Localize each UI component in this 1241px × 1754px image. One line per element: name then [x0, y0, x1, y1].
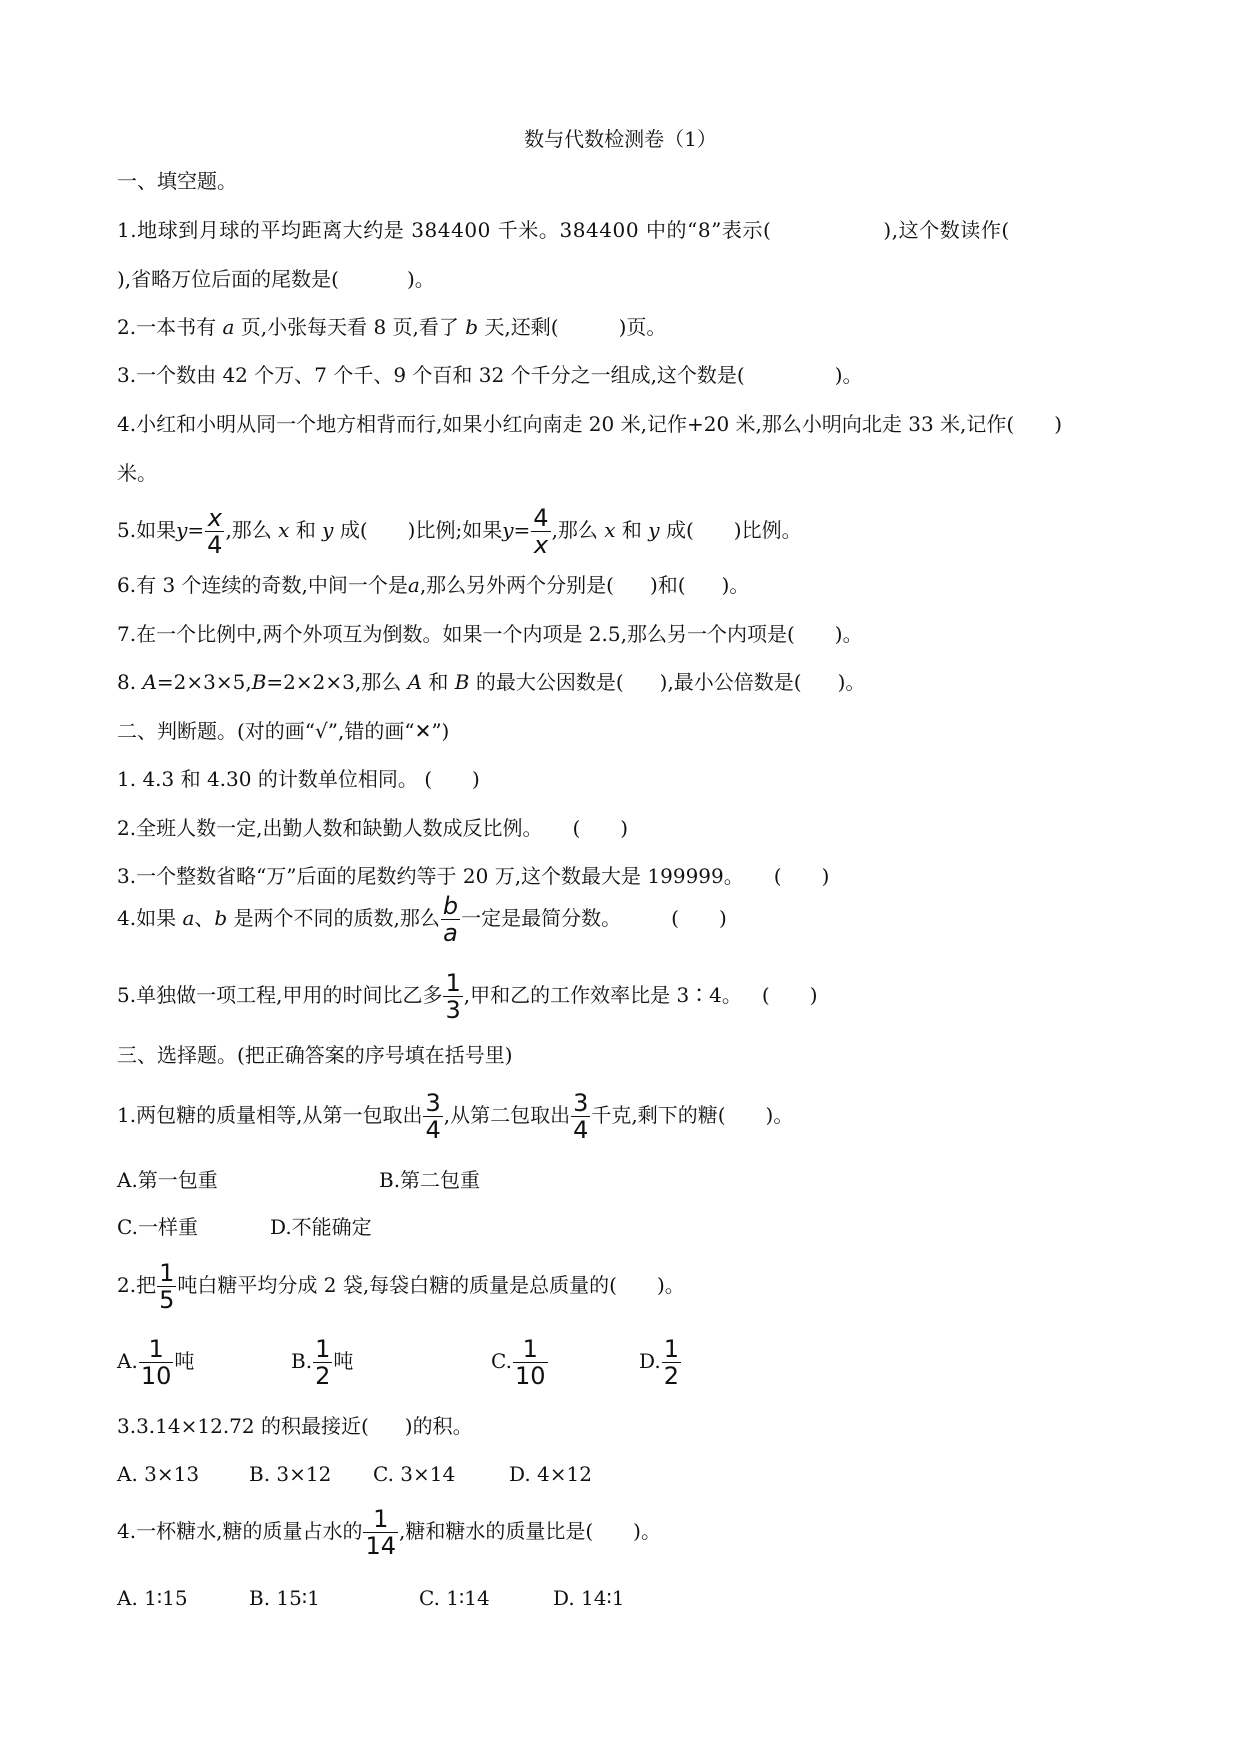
- s1-q1-line2: ),省略万位后面的尾数是( )。: [117, 267, 435, 291]
- s1-q4-line1: 4.小红和小明从同一个地方相背而行,如果小红向南走 20 米,记作+20 米,那么小明向北走 33 米,记作( ): [117, 412, 1063, 436]
- s3-q4-option-b: B. 15∶1: [249, 1586, 320, 1610]
- fraction-3-over-4: $\frac{3}{4}$: [573, 1089, 589, 1144]
- section3-heading: 三、选择题。(把正确答案的序号填在括号里): [117, 1043, 513, 1067]
- s3-q1: 1.两包糖的质量相等,从第一包取出 $\frac{3}{4}$ ,从第二包取出 $\frac{3}{4}$ 千克,剩下的糖( )。: [117, 1089, 794, 1144]
- fraction-4-over-x: $\frac{4}{x}$: [533, 504, 549, 559]
- fraction-1-over-3: $\frac{1}{3}$: [445, 969, 461, 1024]
- s2-q5: 5.单独做一项工程,甲用的时间比乙多 $\frac{1}{3}$ ,甲和乙的工作效率比是 3∶4。 ( ): [117, 969, 818, 1024]
- s3-q4: 4.一杯糖水,糖的质量占水的 $\frac{1}{14}$ ,糖和糖水的质量比是( )。: [117, 1505, 661, 1560]
- s3-q1-option-a: A.第一包重: [117, 1168, 218, 1192]
- s3-q1-option-c: C.一样重: [117, 1215, 198, 1239]
- s1-q4-line2: 米。: [117, 461, 157, 485]
- s3-q1-option-b: B.第二包重: [379, 1168, 481, 1192]
- s3-q2-option-d: D. $\frac{1}{2}$: [639, 1335, 679, 1390]
- fraction-1-over-5: $\frac{1}{5}$: [159, 1259, 175, 1314]
- section2-heading: 二、判断题。(对的画“√”,错的画“✕”): [117, 719, 450, 743]
- s2-q1: 1. 4.3 和 4.30 的计数单位相同。 ( ): [117, 767, 480, 791]
- s2-q4: 4.如果 a、b 是两个不同的质数,那么 $\frac{b}{a}$ 一定是最简分数。 ( ): [117, 892, 727, 947]
- section1-heading: 一、填空题。: [117, 169, 237, 193]
- s3-q3-option-c: C. 3×14: [373, 1462, 456, 1486]
- fraction-x-over-4: $\frac{x}{4}$: [207, 504, 223, 559]
- s3-q3-option-d: D. 4×12: [509, 1462, 592, 1486]
- s1-q7: 7.在一个比例中,两个外项互为倒数。如果一个内项是 2.5,那么另一个内项是( )。: [117, 622, 863, 646]
- s3-q4-option-a: A. 1∶15: [117, 1586, 188, 1610]
- s3-q2-option-c: C. $\frac{1}{10}$: [491, 1335, 546, 1390]
- s3-q3-option-a: A. 3×13: [117, 1462, 200, 1486]
- page-title: 数与代数检测卷（1）: [524, 127, 717, 151]
- fraction-3-over-4: $\frac{3}{4}$: [425, 1089, 441, 1144]
- s1-q8: 8. A=2×3×5,B=2×2×3,那么 A 和 B 的最大公因数是( ),最小公倍数是( )。: [117, 670, 866, 694]
- s3-q3: 3.3.14×12.72 的积最接近( )的积。: [117, 1414, 473, 1438]
- s2-q3: 3.一个整数省略“万”后面的尾数约等于 20 万,这个数最大是 199999。 ( ): [117, 864, 830, 888]
- s3-q2: 2.把 $\frac{1}{5}$ 吨白糖平均分成 2 袋,每袋白糖的质量是总质量的( )。: [117, 1259, 685, 1314]
- s3-q1-option-d: D.不能确定: [270, 1215, 372, 1239]
- s2-q2: 2.全班人数一定,出勤人数和缺勤人数成反比例。 ( ): [117, 816, 629, 840]
- s3-q2-option-b: B. $\frac{1}{2}$ 吨: [291, 1335, 354, 1390]
- s1-q3: 3.一个数由 42 个万、7 个千、9 个百和 32 个千分之一组成,这个数是( )。: [117, 363, 863, 387]
- s3-q4-option-c: C. 1∶14: [419, 1586, 490, 1610]
- s3-q2-option-a: A. $\frac{1}{10}$ 吨: [117, 1335, 195, 1390]
- s3-q4-option-d: D. 14∶1: [553, 1586, 625, 1610]
- s1-q5: 5.如果y= $\frac{x}{4}$ ,那么 x 和 y 成( )比例;如果y= $\frac{4}{x}$ ,那么 x 和 y 成( )比例。: [117, 504, 802, 559]
- s1-q2: 2.一本书有 a 页,小张每天看 8 页,看了 b 天,还剩( )页。: [117, 315, 667, 339]
- fraction-b-over-a: $\frac{b}{a}$: [442, 892, 459, 947]
- s1-q6: 6.有 3 个连续的奇数,中间一个是a,那么另外两个分别是( )和( )。: [117, 573, 750, 597]
- fraction-1-over-14: $\frac{1}{14}$: [365, 1505, 396, 1560]
- s3-q3-option-b: B. 3×12: [249, 1462, 332, 1486]
- s1-q1-line1: 1.地球到月球的平均距离大约是 384400 千米。384400 中的“8”表示( ),这个数读作(: [117, 218, 1010, 242]
